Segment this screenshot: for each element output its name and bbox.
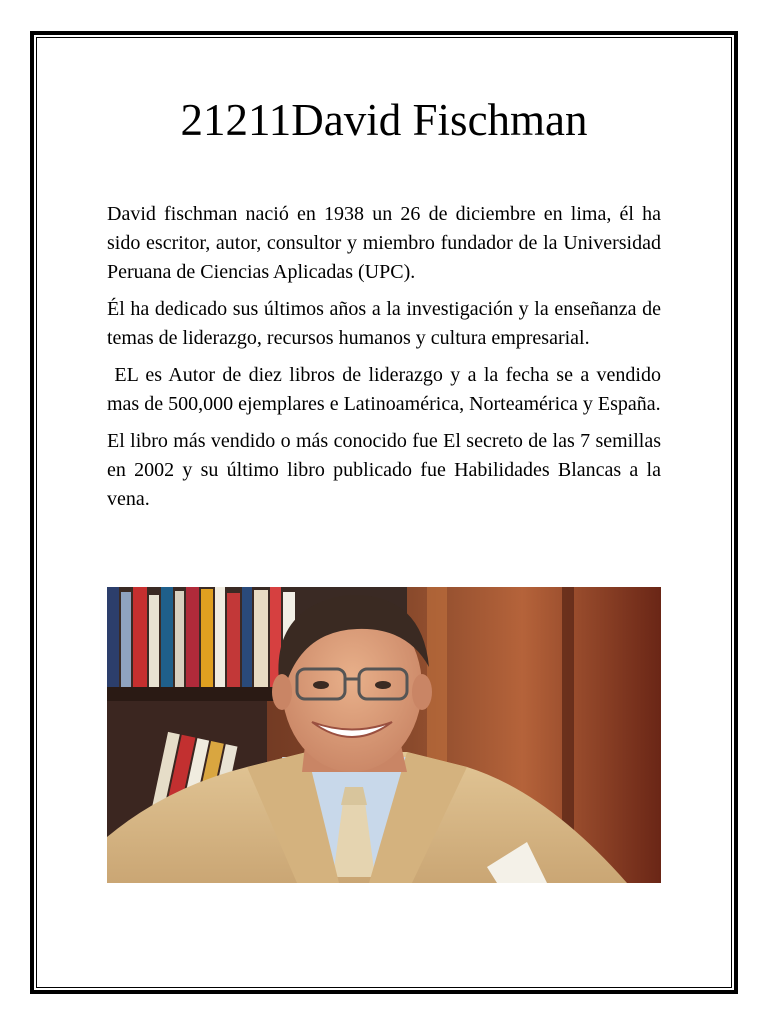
paragraph-research: Él ha dedicado sus últimos años a la investigación y la enseñanza de temas de liderazgo, recursos humanos y cultura empresarial. bbox=[107, 298, 661, 349]
portrait-photo bbox=[107, 587, 661, 883]
portrait-illustration bbox=[107, 587, 661, 883]
paragraph-bestseller: El libro más vendido o más conocido fue El secreto de las 7 semillas en 2002 y su último libro publicado fue Habilidades Blancas a la vena. bbox=[107, 430, 661, 510]
page-title: 21211David Fischman bbox=[180, 95, 588, 145]
body-text bbox=[107, 200, 661, 522]
paragraph-biography: David fischman nació en 1938 un 26 de diciembre en lima, él ha sido escritor, autor, consultor y miembro fundador de la Universidad Peruana de Ciencias Aplicadas (UPC). bbox=[107, 203, 661, 283]
paragraph-books: EL es Autor de diez libros de liderazgo y a la fecha se a vendido mas de 500,000 ejemplares e Latinoamérica, Norteamérica y España. bbox=[107, 364, 661, 415]
